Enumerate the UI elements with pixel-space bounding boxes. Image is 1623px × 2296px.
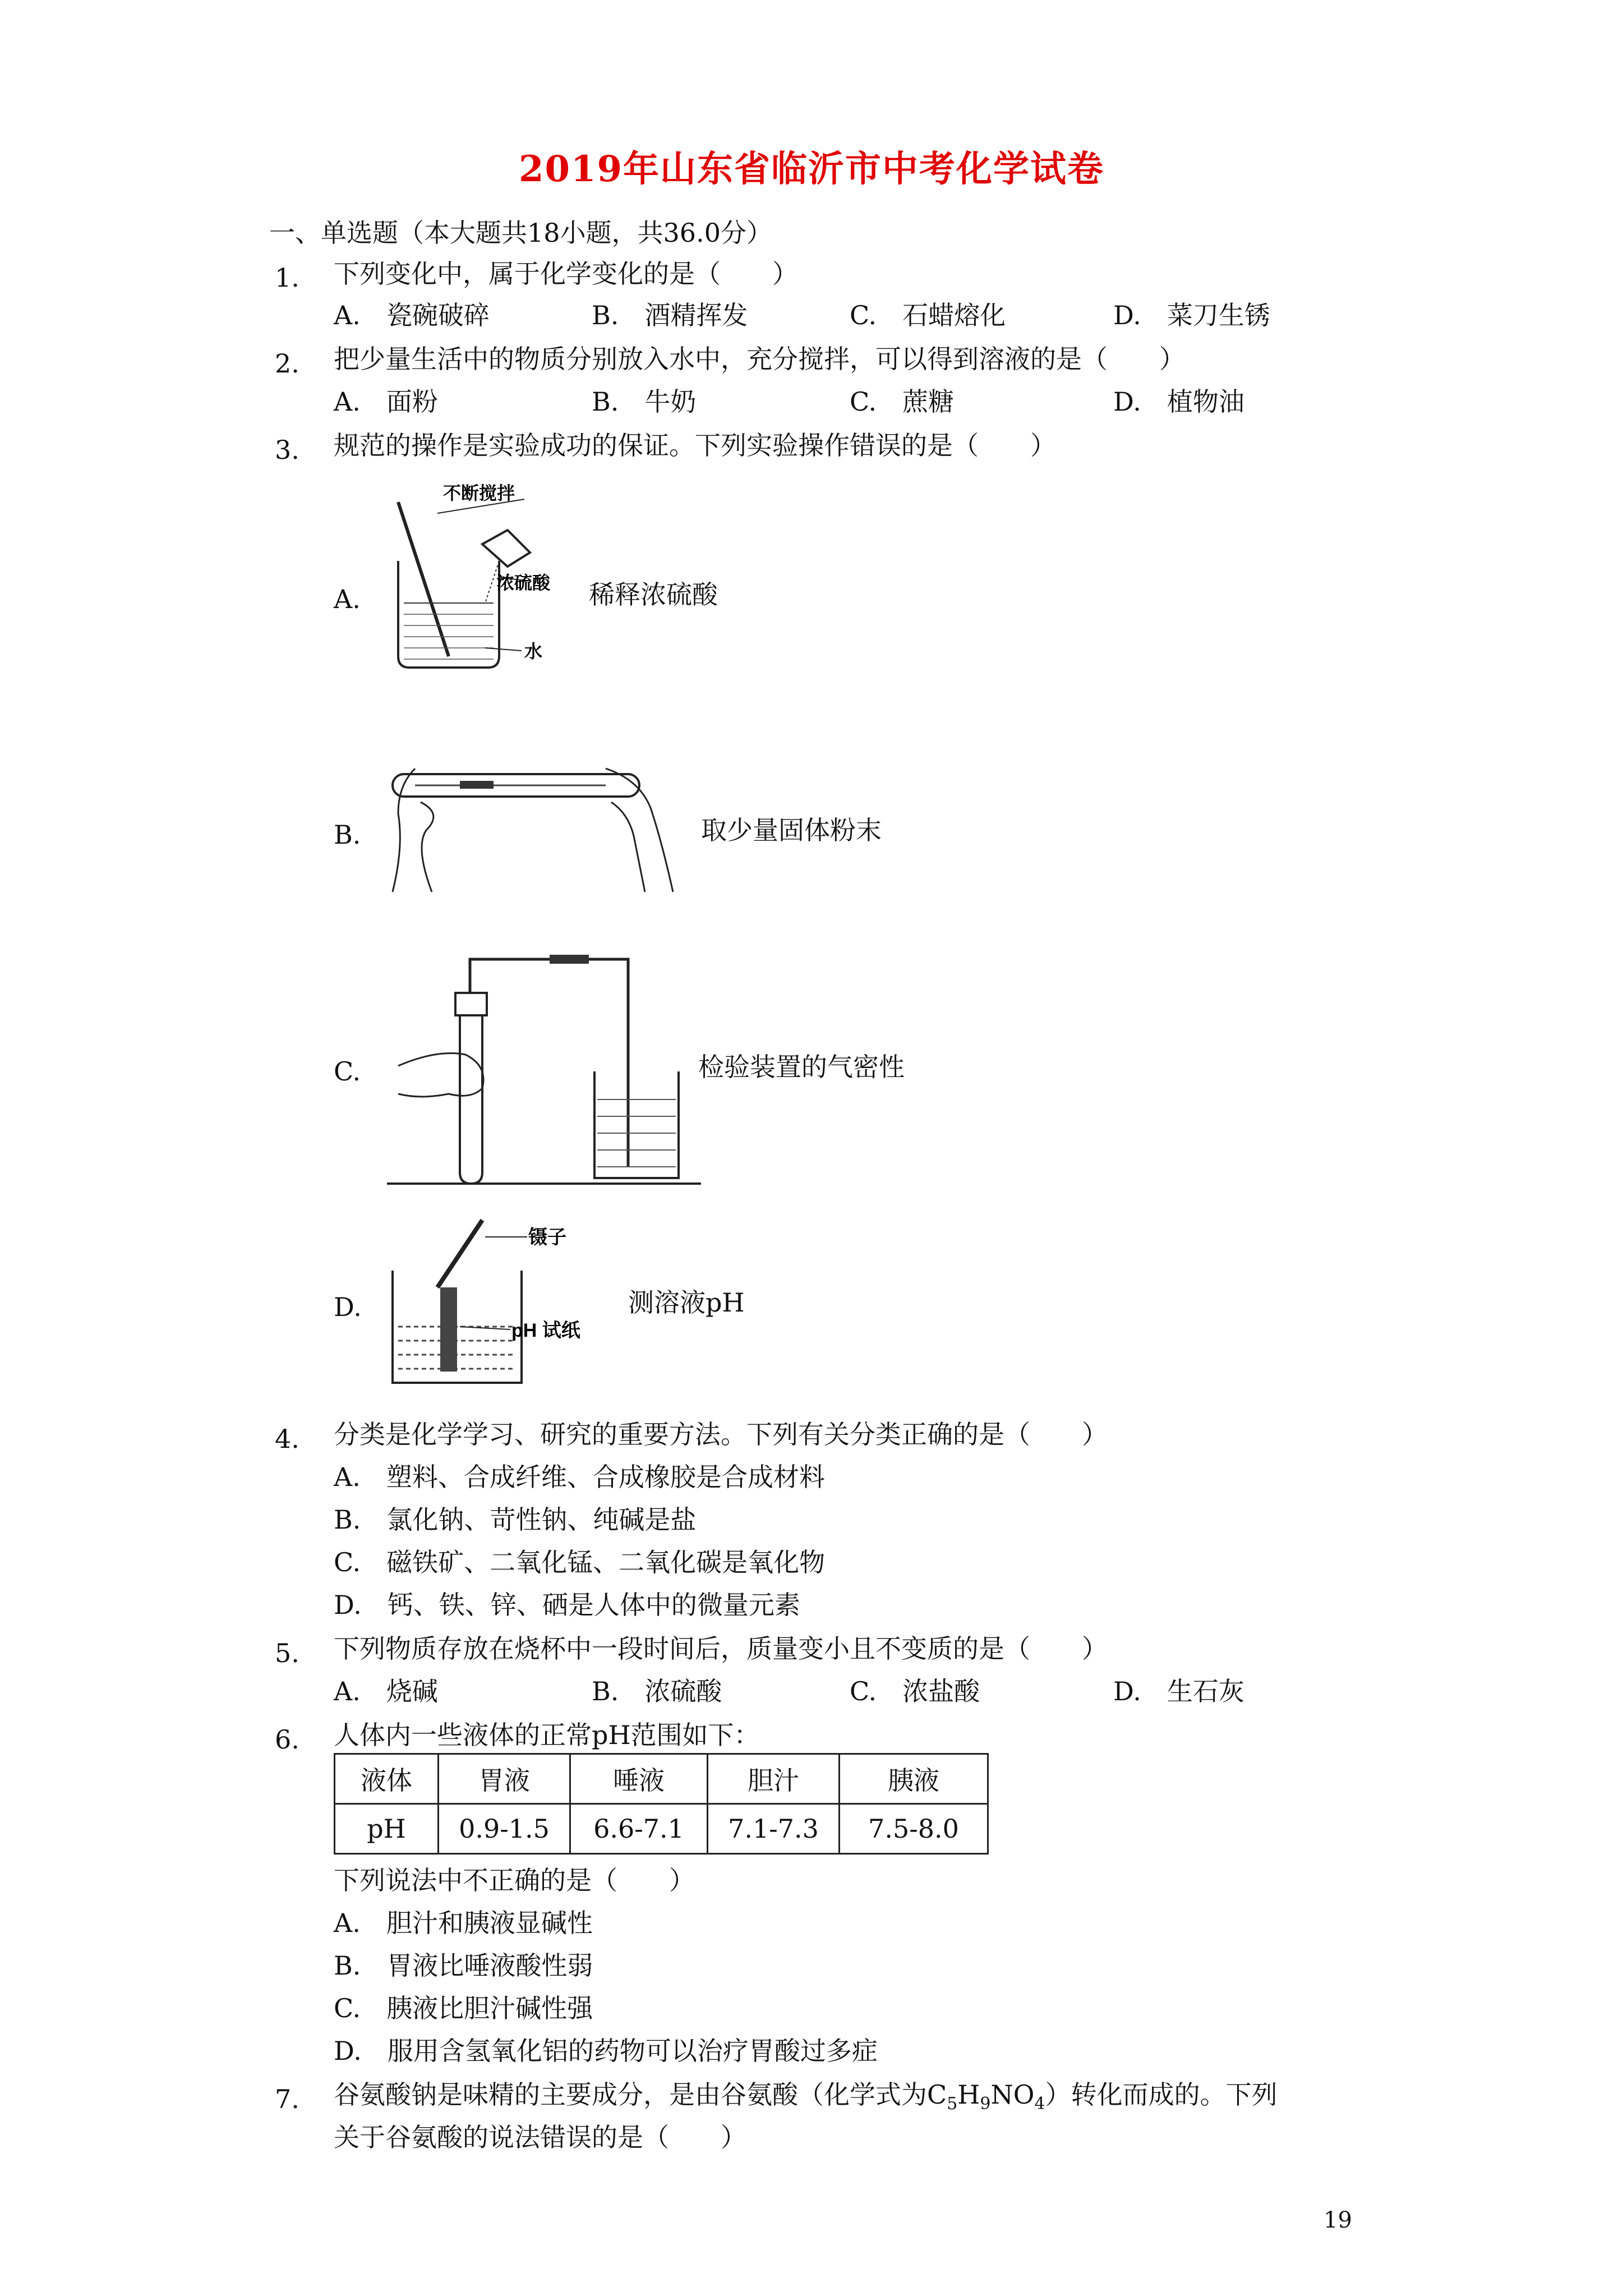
ph-test-figure (381, 1203, 617, 1394)
dilute-sulfuric-acid-figure (387, 482, 589, 679)
paper-title: 2019年山东省临沂市中考化学试卷 (518, 148, 1105, 190)
table-row (335, 1754, 988, 1804)
q4-option-c: C. 磁铁矿、二氧化锰、二氧化碳是氧化物 (334, 1547, 826, 1577)
q6-ask: 下列说法中不正确的是（ ） (334, 1865, 695, 1895)
q5-number: 5. (275, 1638, 299, 1668)
q3-d-letter: D. (334, 1292, 362, 1322)
q4-number: 4. (275, 1424, 299, 1454)
q2-option-c: C. 蔗糖 (850, 386, 955, 417)
q2-option-d: D. 植物油 (1113, 386, 1244, 417)
section-heading: 一、单选题（本大题共18小题，共36.0分） (269, 218, 772, 248)
q3-c-letter: C. (334, 1056, 361, 1087)
q6-option-d: D. 服用含氢氧化铝的药物可以治疗胃酸过多症 (334, 2036, 878, 2066)
table-cell: pH (335, 1804, 439, 1854)
q3-number: 3. (275, 435, 299, 465)
q4-stem: 分类是化学学习、研究的重要方法。下列有关分类正确的是（ ） (334, 1419, 1108, 1450)
q5-option-b: B. 浓硫酸 (592, 1676, 722, 1706)
q5-option-a: A. 烧碱 (334, 1676, 438, 1706)
table-header-cell: 胃液 (439, 1754, 570, 1804)
q3-b-letter: B. (334, 820, 361, 850)
q3-d-caption: 测溶液pH (628, 1287, 745, 1318)
q3-b-caption: 取少量固体粉末 (701, 815, 882, 845)
label-stir: 不断搅拌 (443, 483, 515, 503)
q4-option-b: B. 氯化钠、苛性钠、纯碱是盐 (334, 1504, 697, 1535)
q6-option-a: A. 胆汁和胰液显碱性 (334, 1908, 593, 1938)
airtightness-check-figure (387, 954, 701, 1189)
q1-option-d: D. 菜刀生锈 (1113, 300, 1270, 330)
q3-a-letter: A. (334, 584, 361, 614)
table-header-cell: 液体 (335, 1754, 439, 1804)
label-ph-paper: pH 试纸 (511, 1320, 580, 1341)
q7-stem-line1: 谷氨酸钠是味精的主要成分，是由谷氨酸（化学式为$C_5H_9NO_4$）转化而成的。下列 (334, 2079, 1278, 2114)
q6-option-c: C. 胰液比胆汁碱性强 (334, 1993, 593, 2023)
table-cell: 7.1-7.3 (708, 1804, 840, 1854)
table-header-cell: 胆汁 (708, 1754, 840, 1804)
q2-stem: 把少量生活中的物质分别放入水中，充分搅拌，可以得到溶液的是（ ） (334, 344, 1185, 374)
q1-stem: 下列变化中，属于化学变化的是（ ） (334, 259, 798, 289)
q6-option-b: B. 胃液比唾液酸性弱 (334, 1950, 593, 1981)
q7-number: 7. (275, 2084, 299, 2114)
q6-number: 6. (275, 1724, 299, 1755)
test-tube-powder-figure (381, 752, 695, 898)
q5-option-d: D. 生石灰 (1113, 1676, 1244, 1706)
label-water: 水 (524, 641, 543, 661)
table-cell: 6.6-7.1 (570, 1804, 708, 1854)
page-number: 19 (1324, 2207, 1352, 2233)
q3-a-caption: 稀释浓硫酸 (589, 579, 718, 610)
q4-option-d: D. 钙、铁、锌、硒是人体中的微量元素 (334, 1590, 800, 1620)
table-header-cell: 唾液 (570, 1754, 708, 1804)
q3-c-caption: 检验装置的气密性 (698, 1052, 905, 1082)
q1-option-a: A. 瓷碗破碎 (334, 300, 490, 330)
label-conc-acid: 浓硫酸 (496, 573, 551, 593)
table-header-cell: 胰液 (840, 1754, 988, 1804)
q6-stem: 人体内一些液体的正常pH范围如下： (334, 1720, 760, 1750)
q1-option-c: C. 石蜡熔化 (850, 300, 1006, 330)
q2-option-a: A. 面粉 (334, 386, 438, 417)
q1-number: 1. (275, 263, 299, 293)
q1-option-b: B. 酒精挥发 (592, 300, 748, 330)
q3-stem: 规范的操作是实验成功的保证。下列实验操作错误的是（ ） (334, 430, 1056, 461)
ph-table (334, 1753, 989, 1855)
table-cell: 7.5-8.0 (840, 1804, 988, 1854)
q7-stem-line2: 关于谷氨酸的说法错误的是（ ） (334, 2122, 746, 2152)
q5-option-c: C. 浓盐酸 (850, 1676, 980, 1706)
q2-option-b: B. 牛奶 (592, 386, 697, 417)
table-row (335, 1804, 988, 1854)
q2-number: 2. (275, 348, 299, 379)
q5-stem: 下列物质存放在烧杯中一段时间后，质量变小且不变质的是（ ） (334, 1634, 1108, 1664)
q4-option-a: A. 塑料、合成纤维、合成橡胶是合成材料 (334, 1462, 825, 1492)
table-cell: 0.9-1.5 (439, 1804, 570, 1854)
label-tweezers: 镊子 (528, 1227, 566, 1248)
